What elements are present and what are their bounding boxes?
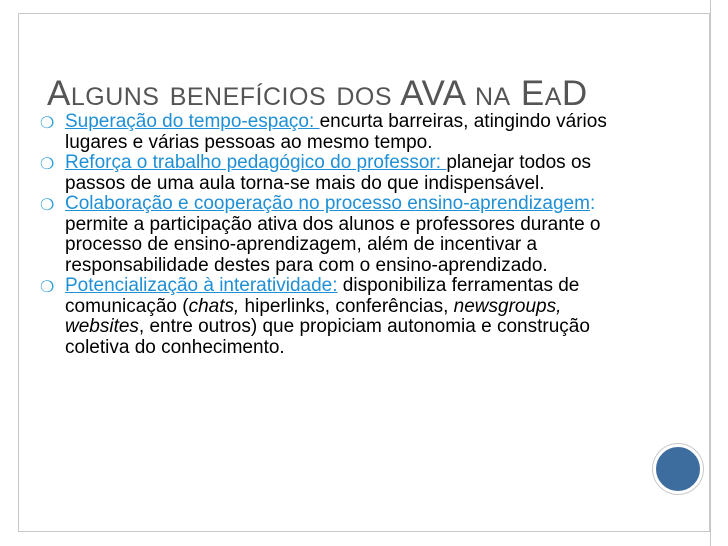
slide-right-rule (710, 0, 711, 546)
bullet-text-potencializacao-c: , entre outros) que propiciam autonomia e construção coletiva do conhecimento. (65, 316, 590, 358)
bullet-text-potencializacao-b: hiperlinks, conferências, (239, 295, 454, 317)
bullet-link-reforca[interactable]: Reforça o trabalho pedagógico do professor: (65, 152, 447, 173)
decorative-circle (653, 444, 703, 494)
bullet-list (40, 112, 620, 358)
bullet-text-superacao: encurta barreiras, atingindo vários lugares e várias pessoas ao mesmo tempo. (65, 111, 607, 153)
bullet-text-colaboracao: permite a participação ativa dos alunos e professores durante o processo de ensino-aprendizagem, além de incentivar a responsabilidade destes para com o ensino-aprendizado. (65, 213, 601, 276)
bullet-em-newsgroups: newsgroups, websites (65, 295, 562, 337)
bullet-item-superacao (40, 112, 620, 153)
bullet-colon-colaboracao: : (589, 193, 596, 214)
bullet-em-chats: chats, (188, 295, 240, 317)
bullet-link-potencializacao[interactable]: Potencialização à interatividade: (65, 275, 338, 296)
hollow-bullet-icon: ❍ (40, 113, 55, 132)
hollow-bullet-icon: ❍ (40, 195, 55, 214)
bullet-link-superacao[interactable]: Superação do tempo-espaço: (65, 111, 320, 132)
bullet-link-colaboracao[interactable]: Colaboração e cooperação no processo ensino-aprendizagem (65, 193, 590, 214)
hollow-bullet-icon: ❍ (40, 154, 55, 173)
bullet-text-reforca: planejar todos os passos de uma aula torna-se mais do que indispensável. (65, 152, 592, 194)
bullet-item-colaboracao (40, 194, 620, 276)
bullet-item-potencializacao (40, 276, 620, 358)
bullet-item-reforca (40, 153, 620, 194)
hollow-bullet-icon: ❍ (40, 277, 55, 296)
slide-title: Alguns benefícios dos AVA na EaD (47, 74, 588, 113)
bullet-text-potencializacao-a: disponibiliza ferramentas de comunicação ( (65, 275, 580, 317)
